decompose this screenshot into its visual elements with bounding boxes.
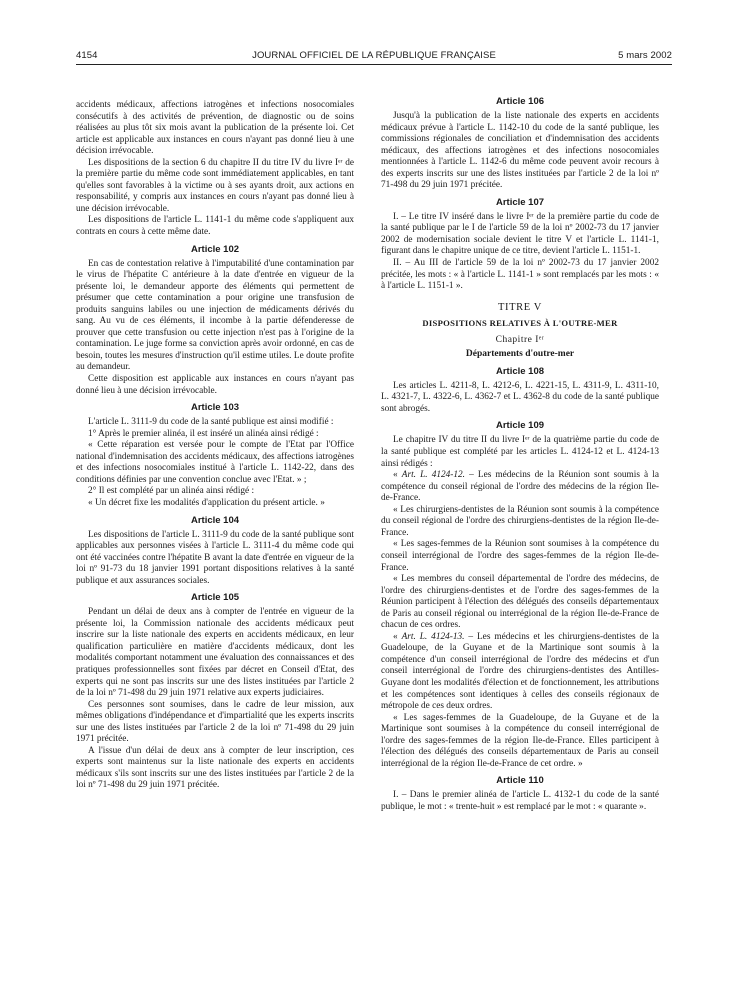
left-column [76, 100, 354, 792]
paragraph: A l'issue d'un délai de deux ans à compter de leur inscription, ces experts sont maintenus sur la liste nationale des experts en accidents médicaux s'ils sont inscrits sur une des listes instituées par l'article 2 de la loi nº 71-498 du 29 juin 1971 précitée. [76, 745, 354, 791]
journal-title: JOURNAL OFFICIEL DE LA RÉPUBLIQUE FRANÇAISE [252, 50, 496, 61]
paragraph: I. – Le titre IV inséré dans le livre Iᵉʳ de la première partie du code de la santé publique par le I de l'article 59 de la loi nº 2002-73 du 17 janvier 2002 de modernisation sociale devient le titre V et l'article L. 1141-1, figurant dans le chapitre unique de ce titre, devient l'article L. 1151-1. [381, 211, 659, 257]
article-105-heading: Article 105 [190, 592, 240, 604]
paragraph: Les articles L. 4211-8, L. 4212-6, L. 4221-15, L. 4311-9, L. 4311-10, L. 4321-7, L. 4322-6, L. 4362-7 et L. 4362-8 du code de la santé publique sont abrogés. [381, 380, 659, 414]
title-heading: TITRE V [498, 301, 542, 313]
paragraph: Ces personnes sont soumises, dans le cadre de leur mission, aux mêmes obligations d'indépendance et d'impartialité que les experts inscrits sur une des listes instituées par l'article 2 de la loi nº 71-498 du 29 juin 1971 précitée. [76, 699, 354, 745]
quote-mark: « [393, 470, 402, 481]
article-104-heading: Article 104 [190, 514, 240, 526]
paragraph [381, 632, 659, 713]
article-reference: Art. L. 4124-13. [401, 631, 465, 642]
paragraph: 2° Il est complété par un alinéa ainsi rédigé : [88, 486, 255, 497]
paragraph: I. – Dans le premier alinéa de l'article L. 4132-1 du code de la santé publique, le mot : « trente-huit » est remplacé par le mot : « quarante ». [381, 790, 659, 812]
article-103-heading: Article 103 [190, 402, 240, 414]
chapter-subheading: Départements d'outre-mer [465, 349, 575, 360]
article-102-heading: Article 102 [190, 243, 240, 255]
title-subheading: DISPOSITIONS RELATIVES À L'OUTRE-MER [422, 318, 618, 329]
article-106-heading: Article 106 [495, 96, 545, 107]
paragraph: En cas de contestation relative à l'imputabilité d'une contamination par le virus de l'hépatite C antérieure à la date d'entrée en vigueur de la présente loi, le demandeur apporte des éléments qui permettent de présumer que cette contamination a pour origine une transfusion de produits sanguins labiles ou une injection de médicaments dérivés du sang. Au vu de ces éléments, il incombe à la partie défenderesse de prouver que cette transfusion ou cette injection n'est pas à l'origine de la contamination. Le juge forme sa conviction après avoir ordonné, en cas de besoin, toutes les mesures d'instruction qu'il estime utiles. Le doute profite au demandeur. [76, 258, 354, 373]
paragraph: « Cette réparation est versée pour le compte de l'Etat par l'Office national d'indemnisation des accidents médicaux, des affections iatrogènes et des infections nosocomiales institué à l'article L. 1142-22, dans des conditions définies par une convention conclue avec l'Etat. » ; [76, 440, 354, 485]
paragraph: « Les sages-femmes de la Guadeloupe, de la Guyane et de la Martinique sont soumises à la compétence du conseil interrégional de l'ordre des sages-femmes de la région Ile-de-France. Elles participent à l'élection des délégués des conseils départementaux de Paris au conseil interrégional de la région Ile-de-France de cet ordre. » [381, 712, 659, 769]
paragraph: Le chapitre IV du titre II du livre Iᵉʳ de la quatrième partie du code de la santé publique est complété par les articles L. 4124-12 et L. 4124-13 ainsi rédigés : [381, 435, 659, 469]
paragraph: Les dispositions de l'article L. 1141-1 du même code s'appliquent aux contrats en cours à cette même date. [76, 215, 354, 238]
paragraph: Les dispositions de la section 6 du chapitre II du titre IV du livre Iᵉʳ de la première partie du même code sont immédiatement applicables, en tant qu'elles sont favorables à la victime ou à ses ayants droit, aux actions en responsabilité, y compris aux instances en cours n'ayant pas donné lieu à une décision irrévocable. [76, 157, 354, 214]
paragraph: Pendant un délai de deux ans à compter de l'entrée en vigueur de la présente loi, la Commission nationale des accidents médicaux peut inscrire sur la liste nationale des experts en accidents médicaux, en leur qualification particulière en matière d'accidents médicaux, dont les modalités comportant notamment une évaluation des connaissances et des pratiques professionnelles sont fixées par décret en Conseil d'Etat, des experts qui ne sont pas inscrits sur une des listes instituées par l'article 2 de la loi nº 71-498 du 29 juin 1971 relative aux experts judiciaires. [76, 607, 354, 699]
paragraph: « Les sages-femmes de la Réunion sont soumises à la compétence du conseil interrégional de l'ordre des sages-femmes de la région Ile-de-France. [381, 539, 659, 573]
paragraph: « Les membres du conseil départemental de l'ordre des médecins, de l'ordre des chirurgiens-dentistes et de l'ordre des sages-femmes de la Réunion participent à l'élection des délégués des conseils départementaux de Paris au conseil régional ou interrégional de la région Ile-de-France de chacun de ces ordres. [381, 574, 659, 631]
paragraph-text: – Les médecins de la Réunion sont soumis à la compétence du conseil régional de l'ordre des médecins de la région Ile-de-France. [381, 470, 659, 504]
paragraph: « Un décret fixe les modalités d'application du présent article. » [88, 497, 325, 508]
header-rule [76, 64, 672, 65]
paragraph: Cette disposition est applicable aux instances en cours n'ayant pas donné lieu à une décision irrévocable. [76, 374, 354, 396]
paragraph-text: – Les médecins et les chirurgiens-dentistes de la Guadeloupe, de la Guyane et de la Martinique sont soumis à la compétence d'un conseil interrégional de l'ordre des médecins et d'un conseil interrégional de l'ordre des chirurgiens-dentistes des Antilles-Guyane dont les modalités d'élection et de fonctionnement, les attributions et les compétences sont identiques à celles des conseils régionaux de métropole de ces deux ordres. [381, 631, 659, 712]
paragraph: L'article L. 3111-9 du code de la santé publique est ainsi modifié : [88, 417, 334, 428]
article-107-heading: Article 107 [495, 196, 545, 208]
chapter-heading: Chapitre Iᵉʳ [495, 334, 545, 345]
article-108-heading: Article 108 [495, 365, 545, 377]
article-reference: Art. L. 4124-12. [401, 470, 466, 481]
page-number: 4154 [76, 50, 98, 61]
paragraph: Jusqu'à la publication de la liste nationale des experts en accidents médicaux prévue à l'article L. 1142-10 du code de la santé publique, les commissions régionales de conciliation et d'indemnisation des accidents médicaux, des affections iatrogènes et des infections nosocomiales mentionnées à l'article L. 1142-6 du même code peuvent avoir recours à des experts inscrits sur une des listes instituées par l'article 2 de la loi nº 71-498 du 29 juin 1971 précitée. [381, 111, 659, 191]
article-109-heading: Article 109 [495, 420, 545, 432]
article-110-heading: Article 110 [496, 775, 544, 787]
page-header [76, 50, 672, 64]
paragraph: accidents médicaux, affections iatrogènes et infections nosocomiales consécutifs à des activités de prévention, de diagnostic ou de soins réalisées au plus tôt six mois avant la publication de la présente loi. Cet article est applicable aux instances en cours n'ayant pas donné lieu à une décision irrévocable. [76, 100, 354, 157]
paragraph: Les dispositions de l'article L. 3111-9 du code de la santé publique sont applicables aux personnes visées à l'article L. 3111-4 du même code qui ont été vaccinées contre l'hépatite B avant la date d'entrée en vigueur de la loi nº 91-73 du 18 janvier 1991 portant dispositions relatives à la santé publique et aux assurances sociales. [76, 529, 354, 586]
paragraph: 1° Après le premier alinéa, il est inséré un alinéa ainsi rédigé : [88, 428, 319, 439]
paragraph: « Les chirurgiens-dentistes de la Réunion sont soumis à la compétence du conseil régional de l'ordre des chirurgiens-dentistes de la région Ile-de-France. [381, 504, 659, 538]
right-column [381, 96, 659, 813]
quote-mark: « [393, 631, 402, 642]
paragraph [381, 470, 659, 505]
paragraph: II. – Au III de l'article 59 de la loi nº 2002-73 du 17 janvier 2002 précitée, les mots : « à l'article L. 1141-1 » sont remplacés par les mots : « à l'article L. 1151-1 ». [381, 258, 659, 292]
publication-date: 5 mars 2002 [618, 50, 672, 61]
